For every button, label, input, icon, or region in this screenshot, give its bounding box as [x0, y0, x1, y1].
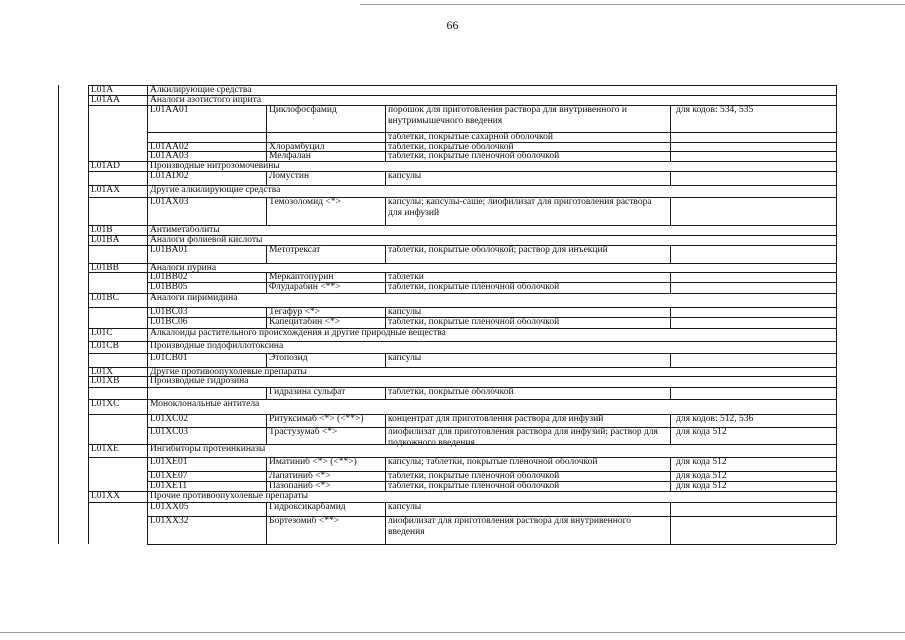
drug-name: Меркаптопурин — [269, 272, 334, 282]
group-code-divider — [147, 328, 148, 341]
group-name: Аналоги пиримидина — [150, 293, 238, 303]
dosage-forms: порошок для приготовления раствора для внутривенного и внутримышечного введения — [388, 105, 627, 126]
col-drug-divider — [266, 272, 267, 282]
scan-artifact-top — [360, 4, 905, 5]
col-drug-divider — [266, 142, 267, 151]
group-code-divider — [147, 491, 148, 502]
col-note-divider — [670, 471, 671, 481]
drug-name: Циклофосфамид — [269, 105, 337, 115]
sub-code: L01BC03 — [150, 307, 188, 317]
group-code-divider — [147, 95, 148, 105]
diagnosis-codes: для кода 512 — [676, 471, 727, 481]
col-forms-divider — [385, 307, 386, 317]
dosage-forms: капсулы; таблетки, покрытые плёночной оболочкой — [388, 457, 598, 467]
dosage-forms: таблетки, покрытые оболочкой; раствор для инъекций — [388, 245, 608, 255]
group-name: Производные нитрозомочевины — [150, 161, 280, 171]
dosage-forms: таблетки, покрытые плёночной оболочкой — [388, 481, 560, 491]
col-note-divider — [670, 197, 671, 225]
group-code-divider — [147, 161, 148, 171]
col-sub-divider — [147, 353, 148, 367]
col-forms-divider — [385, 132, 386, 142]
group-code-divider — [147, 185, 148, 197]
drug-name: Темозоломид <*> — [269, 197, 341, 207]
group-name: Аналоги фолиевой кислоты — [150, 235, 263, 245]
group-name: Прочие противоопухолевые препараты — [150, 491, 309, 501]
col-note-divider — [670, 353, 671, 367]
drug-name: Трастузумаб <*> — [269, 427, 338, 437]
col-forms-divider — [385, 481, 386, 491]
page-number: 66 — [446, 18, 459, 32]
dosage-forms: таблетки — [388, 272, 424, 282]
col-note-divider — [670, 457, 671, 471]
sub-code: L01AA03 — [150, 151, 189, 161]
col-drug-divider — [266, 471, 267, 481]
col-sub-divider — [147, 151, 148, 161]
drug-name: Хлорамбуцил — [269, 142, 325, 152]
group-name: Алкалоиды растительного происхождения и другие природные вещества — [150, 328, 446, 338]
group-code: L01B — [91, 225, 113, 235]
group-code: L01AX — [91, 185, 121, 195]
group-code: L01XB — [91, 376, 120, 386]
group-code: L01X — [91, 367, 114, 377]
col-drug-divider — [266, 387, 267, 399]
col-note-divider — [670, 245, 671, 263]
col-note-divider — [670, 142, 671, 151]
sub-code: L01XX32 — [150, 516, 189, 526]
sub-code: L01XX05 — [150, 502, 189, 512]
col-forms-divider — [385, 353, 386, 367]
group-code: L01BC — [91, 293, 119, 303]
col-drug-divider — [266, 105, 267, 132]
drug-name: Гидразина сульфат — [269, 387, 346, 397]
group-code: L01A — [91, 85, 114, 95]
group-name: Производные гидрозина — [150, 376, 249, 386]
col-sub-divider — [147, 387, 148, 399]
col-drug-divider — [266, 282, 267, 293]
col-note-divider — [670, 171, 671, 185]
col-note-divider — [670, 151, 671, 161]
drug-name: Ритуксимаб <*> (<**>) — [269, 414, 364, 424]
drug-table — [58, 85, 836, 582]
group-code-divider — [147, 444, 148, 457]
group-code-divider — [147, 85, 148, 95]
col-sub-divider — [147, 272, 148, 282]
col-drug-divider — [266, 457, 267, 471]
col-forms-divider — [385, 197, 386, 225]
diagnosis-codes: для кодов: 512, 536 — [676, 414, 754, 424]
col-sub-divider — [147, 427, 148, 444]
diagnosis-codes: для кода 512 — [676, 427, 727, 437]
col-sub-divider — [147, 105, 148, 132]
drug-name: Иматиниб <*> (<**>) — [269, 457, 357, 467]
dosage-forms: таблетки, покрытые плёночной оболочкой — [388, 282, 560, 292]
dosage-forms: капсулы — [388, 307, 422, 317]
dosage-forms: лиофилизат для приготовления раствора для внутривенного введения — [388, 516, 631, 537]
col-forms-divider — [385, 282, 386, 293]
group-name: Аналоги азотистого иприта — [150, 95, 262, 105]
col-drug-divider — [266, 502, 267, 516]
drug-name: Метотрексат — [269, 245, 321, 255]
col-forms-divider — [385, 245, 386, 263]
group-code-divider — [147, 376, 148, 387]
col-note-divider — [670, 132, 671, 142]
col-drug-divider — [266, 353, 267, 367]
drug-name: Капецитабин <*> — [269, 317, 341, 327]
drug-name: Тегафур <*> — [269, 307, 321, 317]
group-code-divider — [147, 263, 148, 272]
dosage-forms: таблетки, покрытые плёночной оболочкой — [388, 317, 560, 327]
col-forms-divider — [385, 516, 386, 544]
col-note-divider — [670, 414, 671, 427]
drug-name: Ломустин — [269, 171, 310, 181]
col-forms-divider — [385, 272, 386, 282]
col-forms-divider — [385, 387, 386, 399]
drug-name: Этопозид — [269, 353, 308, 363]
drug-name: Пазопаниб <*> — [269, 481, 331, 491]
col-drug-divider — [266, 151, 267, 161]
scan-artifact-bottom — [0, 632, 905, 633]
group-code-divider — [147, 293, 148, 307]
col-drug-divider — [266, 516, 267, 544]
group-code-divider — [147, 341, 148, 353]
table-left-border — [58, 85, 59, 544]
diagnosis-codes: для кода 512 — [676, 481, 727, 491]
sub-code: L01AA02 — [150, 142, 189, 152]
col-sub-divider — [147, 502, 148, 516]
group-code-divider — [147, 235, 148, 245]
sub-code: L01XE07 — [150, 471, 188, 481]
col-note-divider — [670, 307, 671, 317]
sub-code: L01AX03 — [150, 197, 189, 207]
col-drug-divider — [266, 307, 267, 317]
col-note-divider — [670, 105, 671, 132]
col-sub-divider — [147, 132, 148, 142]
sub-code: L01XE01 — [150, 457, 188, 467]
group-name: Аналоги пурина — [150, 263, 217, 273]
dosage-forms: таблетки, покрытые оболочкой — [388, 387, 514, 397]
group-code: L01XE — [91, 444, 119, 454]
table-right-border — [836, 85, 837, 544]
drug-name: Гидроксикарбамид — [269, 502, 346, 512]
drug-name: Бортезомиб <**> — [269, 516, 340, 526]
col-forms-divider — [385, 457, 386, 471]
sub-code: L01XC03 — [150, 427, 188, 437]
group-code: L01BB — [91, 263, 119, 273]
col-drug-divider — [266, 171, 267, 185]
group-code: L01CB — [91, 341, 119, 351]
col-drug-divider — [266, 197, 267, 225]
sub-code: L01BA01 — [150, 245, 188, 255]
col-sub-divider — [147, 481, 148, 491]
group-name: Алкилирующие средства — [150, 85, 252, 95]
col-sub-divider — [147, 414, 148, 427]
dosage-forms: капсулы — [388, 171, 422, 181]
dosage-forms: капсулы; капсулы-саше; лиофилизат для приготовления раствора для инфузий — [388, 197, 652, 218]
dosage-forms: таблетки, покрытые сахарной оболочкой — [388, 132, 553, 142]
diagnosis-codes: для кодов: 534, 535 — [676, 105, 754, 115]
col-drug-divider — [266, 317, 267, 328]
group-code: L01BA — [91, 235, 120, 245]
group-name: Моноклональные антитела — [150, 399, 260, 409]
col-forms-divider — [385, 502, 386, 516]
group-code-divider — [147, 399, 148, 414]
group-name: Ингибиторы протеинкиназы — [150, 444, 266, 454]
sub-code: L01CB01 — [150, 353, 188, 363]
col-sub-divider — [147, 282, 148, 293]
group-name: Производные подофиллотоксина — [150, 341, 284, 351]
col-drug-divider — [266, 245, 267, 263]
drug-name: Флударабин <**> — [269, 282, 341, 292]
sub-code: L01BB02 — [150, 272, 188, 282]
row-separator — [147, 544, 836, 545]
group-name: Другие противоопухолевые препараты — [150, 367, 307, 377]
table-col-code-border — [88, 85, 89, 544]
col-drug-divider — [266, 481, 267, 491]
col-forms-divider — [385, 317, 386, 328]
sub-code: L01BB05 — [150, 282, 188, 292]
group-code: L01XX — [91, 491, 121, 501]
col-forms-divider — [385, 414, 386, 427]
col-forms-divider — [385, 471, 386, 481]
group-code: L01C — [91, 328, 113, 338]
dosage-forms: концентрат для приготовления раствора для инфузий — [388, 414, 604, 424]
col-drug-divider — [266, 414, 267, 427]
col-note-divider — [670, 427, 671, 444]
sub-code: L01AA01 — [150, 105, 189, 115]
group-code: L01AD — [91, 161, 121, 171]
sub-code: L01XE11 — [150, 481, 188, 491]
col-forms-divider — [385, 151, 386, 161]
col-forms-divider — [385, 105, 386, 132]
drug-name: Мелфалан — [269, 151, 311, 161]
sub-code: L01AD02 — [150, 171, 189, 181]
dosage-forms: таблетки, покрытые плёночной оболочкой — [388, 151, 560, 161]
col-note-divider — [670, 481, 671, 491]
col-note-divider — [670, 516, 671, 544]
col-forms-divider — [385, 171, 386, 185]
col-note-divider — [670, 502, 671, 516]
col-sub-divider — [147, 307, 148, 317]
col-forms-divider — [385, 427, 386, 444]
col-forms-divider — [385, 142, 386, 151]
col-sub-divider — [147, 197, 148, 225]
dosage-forms: таблетки, покрытые оболочкой — [388, 142, 514, 152]
group-name: Другие алкилирующие средства — [150, 185, 281, 195]
sub-code: L01BC06 — [150, 317, 188, 327]
diagnosis-codes: для кода 512 — [676, 457, 727, 467]
col-sub-divider — [147, 457, 148, 471]
group-code: L01AA — [91, 95, 121, 105]
col-note-divider — [670, 387, 671, 399]
drug-name: Лапатиниб <*> — [269, 471, 331, 481]
col-drug-divider — [266, 132, 267, 142]
col-sub-divider — [147, 471, 148, 481]
col-note-divider — [670, 272, 671, 282]
dosage-forms: таблетки, покрытые плёночной оболочкой — [388, 471, 560, 481]
group-name: Антиметаболиты — [150, 225, 220, 235]
col-sub-divider — [147, 142, 148, 151]
dosage-forms: капсулы — [388, 502, 422, 512]
sub-code: L01XC02 — [150, 414, 188, 424]
group-code-divider — [147, 225, 148, 235]
col-sub-divider — [147, 171, 148, 185]
col-note-divider — [670, 317, 671, 328]
col-note-divider — [670, 282, 671, 293]
col-sub-divider — [147, 516, 148, 544]
group-code: L01XC — [91, 399, 120, 409]
col-drug-divider — [266, 427, 267, 444]
dosage-forms: лиофилизат для приготовления раствора для инфузий; раствор для подкожного введения — [388, 427, 658, 448]
col-sub-divider — [147, 245, 148, 263]
col-sub-divider — [147, 317, 148, 328]
dosage-forms: капсулы — [388, 353, 422, 363]
group-code-divider — [147, 367, 148, 376]
